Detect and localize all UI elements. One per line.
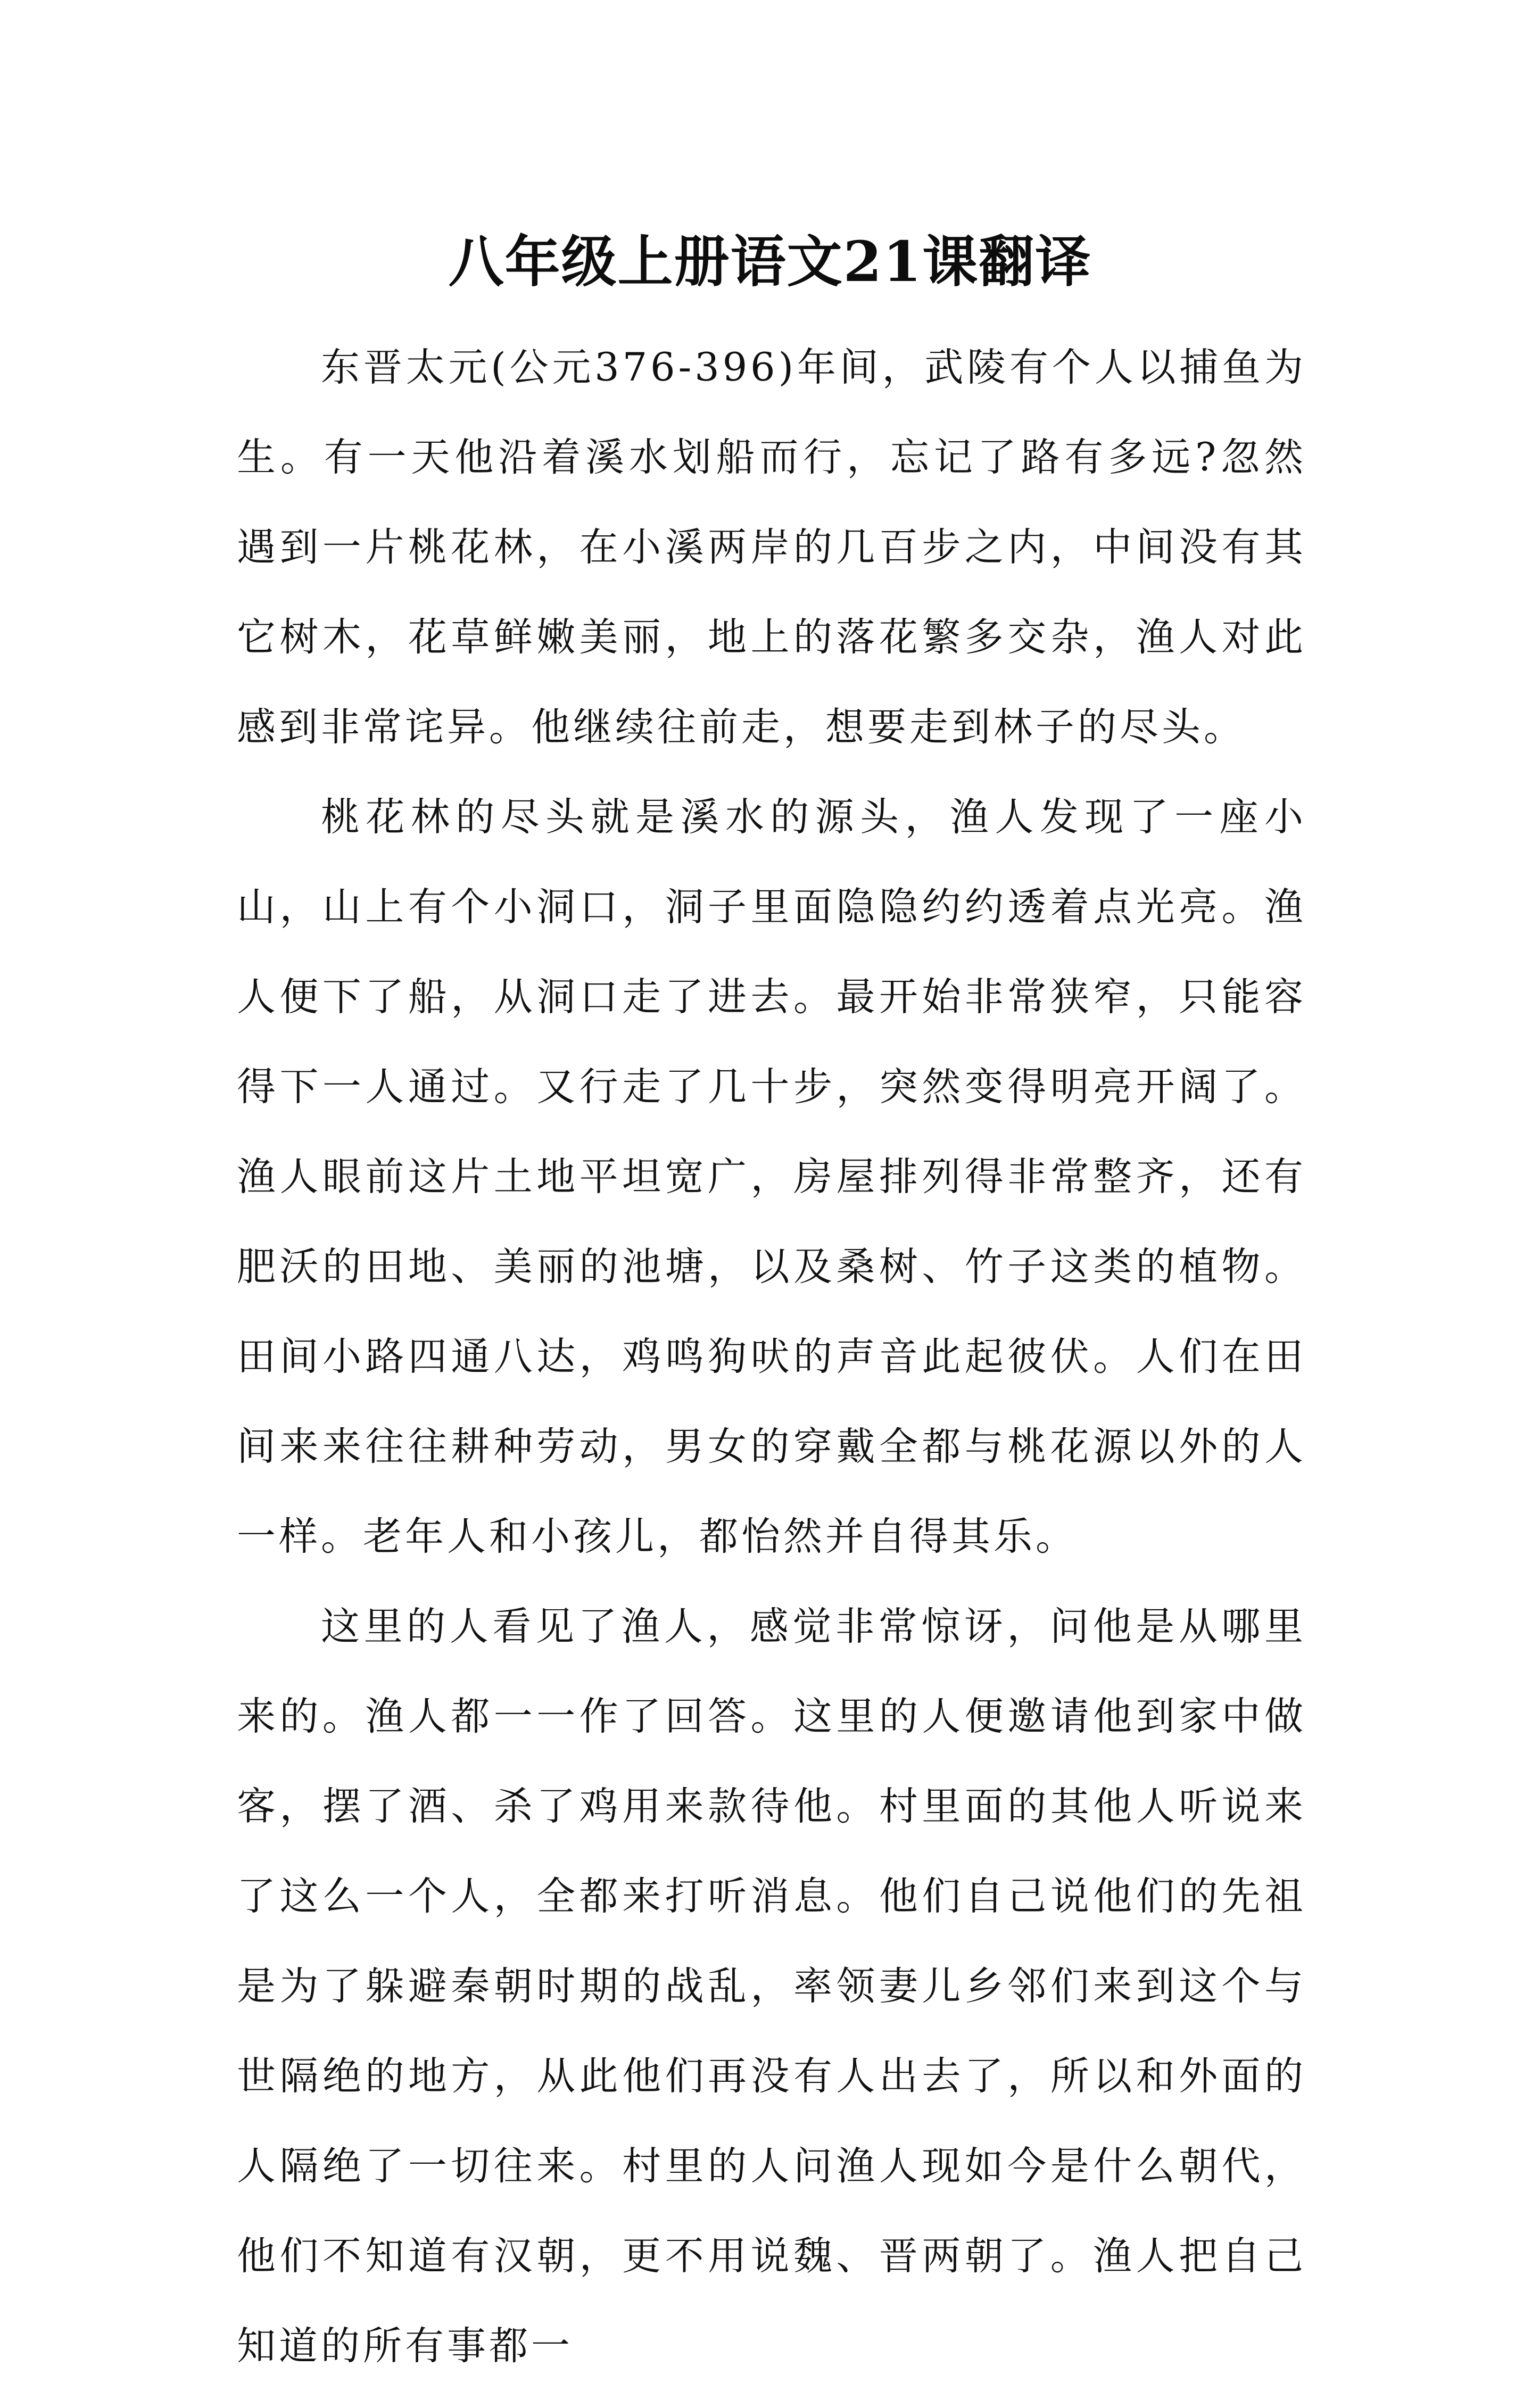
page-title: 八年级上册语文21课翻译 xyxy=(448,228,1092,294)
paragraph-1: 东晋太元(公元376-396)年间，武陵有个人以捕鱼为生。有一天他沿着溪水划船而行，忘记了路有多远?忽然遇到一片桃花林，在小溪两岸的几百步之内，中间没有其它树木，花草鲜嫩美丽，地上的落花繁多交杂，渔人对此感到非常诧异。他继续往前走，想要走到林子的尽头。 xyxy=(237,345,1306,750)
paragraph-2: 桃花林的尽头就是溪水的源头，渔人发现了一座小山，山上有个小洞口，洞子里面隐隐约约透着点光亮。渔人便下了船，从洞口走了进去。最开始非常狭窄，只能容得下一人通过。又行走了几十步，突然变得明亮开阔了。渔人眼前这片土地平坦宽广，房屋排列得非常整齐，还有肥沃的田地、美丽的池塘，以及桑树、竹子这类的植物。田间小路四通八达，鸡鸣狗吠的声音此起彼伏。人们在田间来来往往耕种劳动，男女的穿戴全都与桃花源以外的人一样。老年人和小孩儿，都怡然并自得其乐。 xyxy=(237,795,1306,1559)
document-body xyxy=(237,322,1306,2391)
paragraph-3: 这里的人看见了渔人，感觉非常惊讶，问他是从哪里来的。渔人都一一作了回答。这里的人便邀请他到家中做客，摆了酒、杀了鸡用来款待他。村里面的其他人听说来了这么一个人，全都来打听消息。他们自己说他们的先祖是为了躲避秦朝时期的战乱，率领妻儿乡邻们来到这个与世隔绝的地方，从此他们再没有人出去了，所以和外面的人隔绝了一切往来。村里的人问渔人现如今是什么朝代，他们不知道有汉朝，更不用说魏、晋两朝了。渔人把自己知道的所有事都一 xyxy=(237,1604,1306,2369)
